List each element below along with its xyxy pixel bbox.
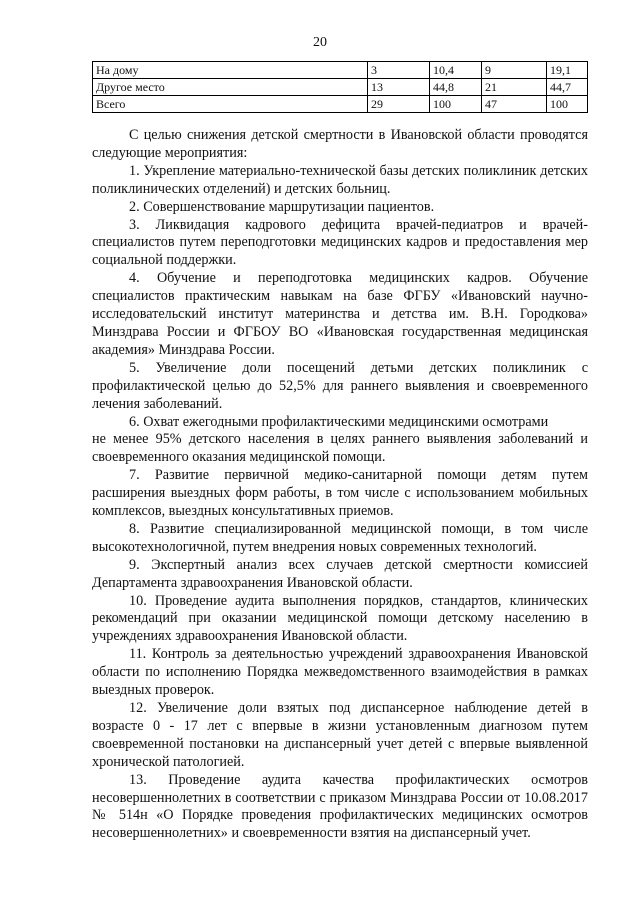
list-item: 3. Ликвидация кадрового дефицита врачей-педиатров и врачей-специалистов путем переподготовки медицинских кадров и предоставления мер социальной поддержки. xyxy=(92,216,588,269)
list-item: 6. Охват ежегодными профилактическими медицинскими осмотрами xyxy=(129,413,549,430)
list-item: 2. Совершенствование маршрутизации пациентов. xyxy=(129,198,435,215)
table-cell: 10,4 xyxy=(430,62,482,79)
table-cell: 47 xyxy=(482,96,547,113)
table-row xyxy=(93,62,588,79)
table-cell: 29 xyxy=(368,96,430,113)
list-item: 5. Увеличение доли посещений детьми детских поликлиник с профилактической целью до 52,5% для раннего выявления и своевременного лечения заболеваний. xyxy=(92,359,588,412)
intro-paragraph: С целью снижения детской смертности в Ивановской области проводятся следующие мероприятия: xyxy=(92,127,588,161)
list-item-continuation: не менее 95% детского населения в целях раннего выявления заболеваний и своевременного оказания медицинской помощи. xyxy=(92,431,588,466)
table-row xyxy=(93,96,588,113)
table-cell: 44,7 xyxy=(547,79,588,96)
table-cell: 9 xyxy=(482,62,547,79)
list-item: 4. Обучение и переподготовка медицинских кадров. Обучение специалистов практическим навыкам на базе ФГБУ «Ивановский научно-исследовательский институт материнства и детства им. В.Н. Городкова» Минздрава России и ФГБОУ ВО «Ивановская государственная медицинская академия» Минздрава России. xyxy=(92,270,588,358)
list-item: 11. Контроль за деятельностью учреждений здравоохранения Ивановской области по исполнению Порядка межведомственного взаимодействия в рамках выездных проверок. xyxy=(92,646,588,699)
statistics-table xyxy=(92,61,588,113)
list-item: 10. Проведение аудита выполнения порядков, стандартов, клинических рекомендаций при оказании медицинской помощи детскому населению в учреждениях здравоохранения Ивановской области. xyxy=(92,592,588,645)
list-item: 7. Развитие первичной медико-санитарной помощи детям путем расширения выездных форм работы, в том числе с использованием мобильных комплексов, выездных консультативных приемов. xyxy=(92,467,588,520)
table-cell: Другое место xyxy=(93,79,368,96)
list-item: 12. Увеличение доли взятых под диспансерное наблюдение детей в возрасте 0 - 17 лет с впервые в жизни установленным диагнозом путем своевременной постановки на диспансерный учет детей с впервые выявленной хронической патологией. xyxy=(92,700,588,770)
document-body xyxy=(92,127,588,843)
table-cell: 21 xyxy=(482,79,547,96)
table-cell: На дому xyxy=(93,62,368,79)
table-cell: 3 xyxy=(368,62,430,79)
table-cell: 100 xyxy=(430,96,482,113)
table-cell: Всего xyxy=(93,96,368,113)
table-cell: 100 xyxy=(547,96,588,113)
page-number: 20 xyxy=(313,35,327,50)
table-cell: 13 xyxy=(368,79,430,96)
table-row xyxy=(93,79,588,96)
table-cell: 19,1 xyxy=(547,62,588,79)
list-item: 9. Экспертный анализ всех случаев детской смертности комиссией Департамента здравоохранения Ивановской области. xyxy=(92,556,588,591)
list-item: 13. Проведение аудита качества профилактических осмотров несовершеннолетних в соответствии с приказом Минздрава России от 10.08.2017 № 514н «О Порядке проведения профилактических медицинских осмотров несовершеннолетних» и своевременности взятия на диспансерный учет. xyxy=(92,771,588,842)
list-item: 8. Развитие специализированной медицинской помощи, в том числе высокотехнологичной, путем внедрения новых современных технологий. xyxy=(92,520,588,555)
list-item: 1. Укрепление материально-технической базы детских поликлиник детских поликлинических отделений) и детских больниц. xyxy=(92,162,588,197)
table-cell: 44,8 xyxy=(430,79,482,96)
